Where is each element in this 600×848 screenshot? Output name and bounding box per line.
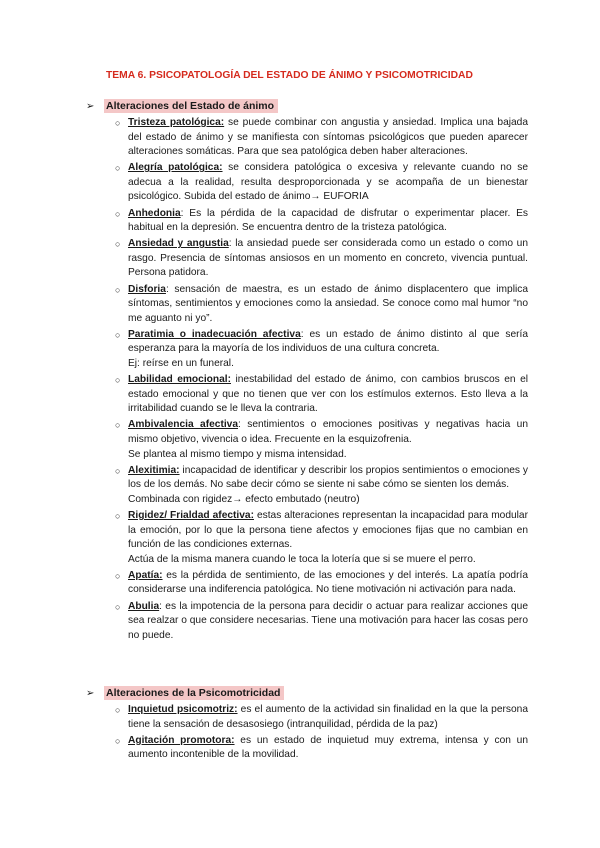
item-description: : Es la pérdida de la capacidad de disfrutar o experimentar placer. Es habitual en la depresión. Se encuentra dentro de la tristeza patológica. [128, 207, 528, 234]
item-term: Disforia [128, 283, 166, 295]
item-term: Ansiedad y angustia [128, 238, 229, 250]
circle-bullet-icon: ○ [115, 601, 121, 612]
item-term: Apatía: [128, 569, 163, 581]
section-heading-estado-animo [86, 99, 278, 113]
circle-bullet-icon: ○ [115, 163, 121, 174]
item-description: : la ansiedad puede ser considerada como un estado o como un rasgo. Presencia de síntomas ansiosos en un momento en concreto, vivencia puntual. Persona patidora. [128, 238, 528, 279]
circle-bullet-icon: ○ [115, 208, 121, 219]
item-term: Inquietud psicomotriz: [128, 704, 238, 715]
list-item [115, 569, 528, 598]
list-item [115, 734, 529, 763]
item-description: : sensación de maestra, es un estado de ánimo displacentero que implica síntomas, sentimientos y emociones como la ansiedad. Se conoce como mal humor “no me aguanto ni yo”. [128, 283, 528, 324]
list-item [115, 161, 529, 205]
item-note: Combinada con rigidez→ efecto embutado (neutro) [128, 493, 360, 505]
item-description: estas alteraciones representan la incapacidad para modular la emoción, por lo que la persona tiene afectos y emociones fijas que no cambian en función de las condiciones externas. [128, 509, 528, 551]
item-description: : es un estado de ánimo distinto al que sería esperanza para la mayoría de los individuos de una cultura concreta. [128, 328, 528, 355]
item-term: Anhedonia [128, 207, 181, 219]
item-term: Alexitimia: [128, 464, 180, 476]
item-term: Agitación promotora: [128, 734, 235, 746]
item-note: Se plantea al mismo tiempo y misma intensidad. [128, 448, 347, 460]
circle-bullet-icon: ○ [115, 239, 121, 250]
list-item [115, 464, 528, 508]
section-heading-psicomotricidad [86, 686, 284, 700]
item-term: Abulia [128, 600, 160, 612]
item-term: Rigidez/ Frialdad afectiva: [128, 509, 254, 521]
item-term: Paratimia o inadecuación afectiva [128, 328, 301, 340]
list-item [115, 509, 528, 567]
item-note: Ej: reírse en un funeral. [128, 358, 234, 369]
circle-bullet-icon: ○ [115, 420, 121, 431]
circle-bullet-icon: ○ [115, 705, 121, 715]
item-description: incapacidad de identificar y describir los propios sentimientos o emociones y los de los demás. No sabe decir cómo se siente ni sabe cómo se sienten los demás. [128, 464, 528, 491]
arrow-bullet-icon: ➢ [86, 687, 95, 699]
list-item [115, 328, 528, 372]
item-description: : sentimientos o emociones positivas y negativas hacia un mismo objetivo, vivencia o idea. Frecuente en la esquizofrenia. [128, 419, 528, 445]
list-item [115, 207, 528, 236]
section-heading-label: Alteraciones de la Psicomotricidad [104, 686, 284, 700]
item-description: se considera patológica o excesiva y relevante cuando no se adecua a la realidad, resulta desproporcionada y se acompaña de un bienestar psicológico. Subida del estado de ánimo→ EUFORIA [128, 162, 529, 203]
page-title: TEMA 6. PSICOPATOLOGÍA DEL ESTADO DE ÁNIMO Y PSICOMOTRICIDAD [106, 70, 473, 81]
circle-bullet-icon: ○ [115, 329, 121, 340]
item-note: Actúa de la misma manera cuando le toca la lotería que si se muere el perro. [128, 553, 476, 565]
list-item [115, 418, 528, 462]
list-item [115, 237, 528, 281]
item-description: es un estado de inquietud muy extrema, intensa y con un aumento incontenible de la movilidad. [128, 734, 529, 761]
circle-bullet-icon: ○ [115, 735, 121, 746]
item-description: es el aumento de la actividad sin finalidad en la que la persona tiene la sensación de desasosiego (intranquilidad, pérdida de la paz) [128, 704, 528, 730]
circle-bullet-icon: ○ [115, 510, 121, 521]
item-term: Alegría patológica: [128, 162, 223, 174]
list-item [115, 283, 528, 327]
psicomotricidad-list [115, 703, 529, 764]
estado-animo-list [115, 116, 529, 645]
list-item [115, 703, 528, 732]
item-description: : es la impotencia de la persona para decidir o actuar para realizar acciones que sea realzar o que considere necesarias. Tiene una motivación para hacer las cosas pero no puede. [128, 600, 528, 641]
item-term: Ambivalencia afectiva [128, 419, 239, 431]
circle-bullet-icon: ○ [115, 284, 121, 295]
item-description: se puede combinar con angustia y ansiedad. Implica una bajada del estado de ánimo y se manifiesta con síntomas psicológicos que pueden aparecer alteraciones somáticas. Para que sea patológica deben haber alteraciones. [128, 117, 528, 158]
item-description: inestabilidad del estado de ánimo, con cambios bruscos en el estado emocional y que no tienen que ver con los estímulos externos. Esto lleva a la irritabilidad cuando se le lleva la contraria. [128, 374, 529, 415]
circle-bullet-icon: ○ [115, 118, 121, 128]
arrow-bullet-icon: ➢ [86, 100, 95, 112]
item-term: Labilidad emocional: [128, 374, 231, 386]
list-item [115, 373, 529, 417]
circle-bullet-icon: ○ [115, 375, 121, 386]
circle-bullet-icon: ○ [115, 570, 121, 581]
list-item [115, 116, 528, 160]
item-description: es la pérdida de sentimiento, de las emociones y del interés. La apatía podría considerarse una indiferencia patológica. No tiene motivación ni activación para nada. [128, 569, 528, 596]
section-heading-label: Alteraciones del Estado de ánimo [104, 99, 278, 113]
circle-bullet-icon: ○ [115, 465, 121, 476]
item-term: Tristeza patológica: [128, 117, 225, 128]
list-item [115, 600, 528, 644]
